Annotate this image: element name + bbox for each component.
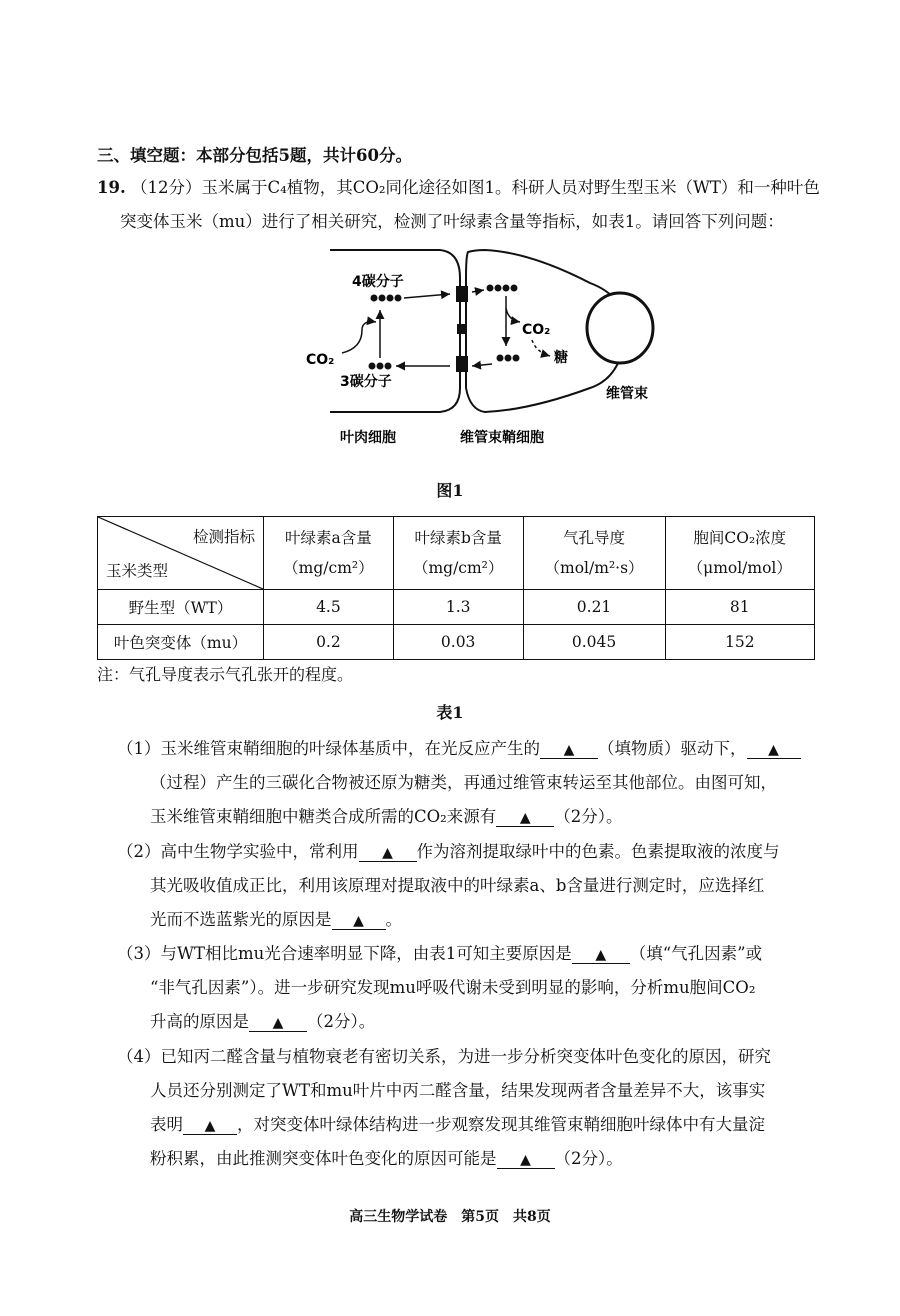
header-unit: （mg/cm²） <box>283 559 374 577</box>
answer-blank: ▲ <box>183 1118 237 1135</box>
text: （填“气孔因素”或 <box>629 944 763 963</box>
answer-blank: ▲ <box>540 742 598 759</box>
answer-blank: ▲ <box>359 845 417 862</box>
sub-question-1-line-1 <box>117 735 801 759</box>
answer-blank: ▲ <box>332 913 386 930</box>
sub-question-2-line-1 <box>117 838 780 862</box>
table-cell: 4.5 <box>264 590 394 625</box>
answer-blank: ▲ <box>747 742 801 759</box>
question-intro-line-2: 突变体玉米（mu）进行了相关研究，检测了叶绿素含量等指标，如表1。请回答下列问题： <box>120 212 784 231</box>
arrow-channel-to-4c-right <box>472 290 484 292</box>
table-row <box>98 625 815 660</box>
text: ，对突变体叶绿体结构进一步观察发现其维管束鞘细胞叶绿体中有大量淀 <box>237 1115 765 1134</box>
sub-question-4-line-2: 人员还分别测定了WT和mu叶片中丙二醛含量，结果发现两者含量差异不大，该事实 <box>150 1081 766 1100</box>
arrow-4c-to-channel <box>404 294 450 298</box>
data-table <box>97 516 815 660</box>
text: （1）玉米维管束鞘细胞的叶绿体基质中，在光反应产生的 <box>117 739 540 758</box>
text: （2分）。 <box>307 1012 376 1031</box>
text: 表明 <box>150 1115 183 1134</box>
header-name: 胞间CO₂浓度 <box>693 529 787 547</box>
header-unit: （mg/cm²） <box>412 559 504 577</box>
header-unit: （mol/m²·s） <box>544 559 644 577</box>
four-carbon-dots-left <box>371 295 402 302</box>
arrow-co2-curve <box>342 322 376 353</box>
answer-blank: ▲ <box>497 1152 555 1169</box>
sub-question-4-line-4 <box>150 1145 623 1169</box>
table-cell: 152 <box>665 625 814 660</box>
arrow-co2-to-sugar <box>532 340 550 356</box>
table-cell: 0.2 <box>264 625 394 660</box>
label-3c: 3碳分子 <box>340 374 392 390</box>
channel-middle <box>457 324 467 334</box>
corner-top-label: 检测指标 <box>192 528 255 546</box>
answer-blank: ▲ <box>572 947 630 964</box>
sub-question-1-line-3 <box>150 803 623 827</box>
three-carbon-dots-left <box>369 363 392 370</box>
channel-bottom <box>456 356 468 372</box>
channel-top <box>456 286 468 302</box>
question-intro-text-1: 玉米属于C₄植物，其CO₂同化途径如图1。科研人员对野生型玉米（WT）和一种叶色 <box>201 178 820 197</box>
question-intro-line-1 <box>97 174 820 198</box>
sub-question-3-line-1 <box>117 940 762 964</box>
text: 作为溶剂提取绿叶中的色素。色素提取液的浓度与 <box>416 842 780 861</box>
answer-blank: ▲ <box>496 810 554 827</box>
label-co2-left: CO₂ <box>306 352 335 368</box>
table-header-cell <box>393 517 523 590</box>
label-vascular: 维管束 <box>606 386 648 402</box>
text: （2分）。 <box>554 807 623 826</box>
text: （2）高中生物学实验中，常利用 <box>117 842 359 861</box>
question-number: 19. <box>97 178 126 197</box>
text: 光而不选蓝紫光的原因是 <box>150 910 332 929</box>
sub-question-2-line-2: 其光吸收值成正比，利用该原理对提取液中的叶绿素a、b含量进行测定时，应选择红 <box>150 876 765 895</box>
table-cell: 0.045 <box>523 625 665 660</box>
table-header-cell <box>665 517 814 590</box>
text: （3）与WT相比mu光合速率明显下降，由表1可知主要原因是 <box>117 944 572 963</box>
three-carbon-dots-right <box>497 355 520 362</box>
sub-question-3-line-3 <box>150 1008 375 1032</box>
row-type-cell: 叶色突变体（mu） <box>98 625 264 660</box>
label-sugar: 糖 <box>554 350 568 366</box>
header-name: 叶绿素b含量 <box>414 529 502 547</box>
table-header-cell <box>523 517 665 590</box>
figure-1-svg <box>300 238 680 453</box>
table-header-cell <box>264 517 394 590</box>
header-unit: （μmol/mol） <box>687 559 792 577</box>
sub-question-3-line-2: “非气孔因素”）。进一步研究发现mu呼吸代谢未受到明显的影响，分析mu胞间CO₂ <box>150 978 756 997</box>
table-cell: 0.21 <box>523 590 665 625</box>
figure-1-diagram <box>300 238 680 453</box>
text: 粉积累，由此推测突变体叶色变化的原因可能是 <box>150 1149 497 1168</box>
question-points: （12分） <box>130 178 202 197</box>
label-bundle-sheath: 维管束鞘细胞 <box>460 430 544 446</box>
four-carbon-dots-right <box>487 285 518 292</box>
header-name: 气孔导度 <box>563 529 626 547</box>
arrow-to-co2-right <box>506 308 520 322</box>
sub-question-1-line-2: （过程）产生的三碳化合物被还原为糖类，再通过维管束转运至其他部位。由图可知， <box>150 773 777 792</box>
text: 。 <box>385 910 402 929</box>
arrow-3c-to-channel <box>472 364 492 366</box>
sub-question-2-line-3 <box>150 906 402 930</box>
sub-question-4-line-3 <box>150 1111 765 1135</box>
section-title: 三、填空题：本部分包括5题，共计60分。 <box>97 146 412 165</box>
table-row <box>98 590 815 625</box>
vascular-bundle <box>587 293 653 363</box>
table-header-row <box>98 517 815 590</box>
text: 升高的原因是 <box>150 1012 249 1031</box>
text: （填物质）驱动下， <box>598 739 747 758</box>
table-cell: 1.3 <box>393 590 523 625</box>
table-note: 注：气孔导度表示气孔张开的程度。 <box>97 665 354 684</box>
page-footer: 高三生物学试卷 第5页 共8页 <box>349 1209 551 1225</box>
header-name: 叶绿素a含量 <box>285 529 372 547</box>
label-mesophyll: 叶肉细胞 <box>340 430 396 446</box>
figure-caption: 图1 <box>436 481 464 500</box>
answer-blank: ▲ <box>249 1015 307 1032</box>
table-caption: 表1 <box>436 703 464 722</box>
label-4c: 4碳分子 <box>352 274 404 290</box>
text: 玉米维管束鞘细胞中糖类合成所需的CO₂来源有 <box>150 807 497 826</box>
label-co2-right: CO₂ <box>522 322 551 338</box>
table-cell: 0.03 <box>393 625 523 660</box>
row-type-cell: 野生型（WT） <box>98 590 264 625</box>
table-cell: 81 <box>665 590 814 625</box>
text: （2分）。 <box>554 1149 623 1168</box>
table-corner-cell <box>98 517 264 590</box>
corner-bottom-label: 玉米类型 <box>106 562 169 580</box>
sub-question-4-line-1: （4）已知丙二醛含量与植物衰老有密切关系，为进一步分析突变体叶色变化的原因，研究 <box>117 1047 771 1066</box>
